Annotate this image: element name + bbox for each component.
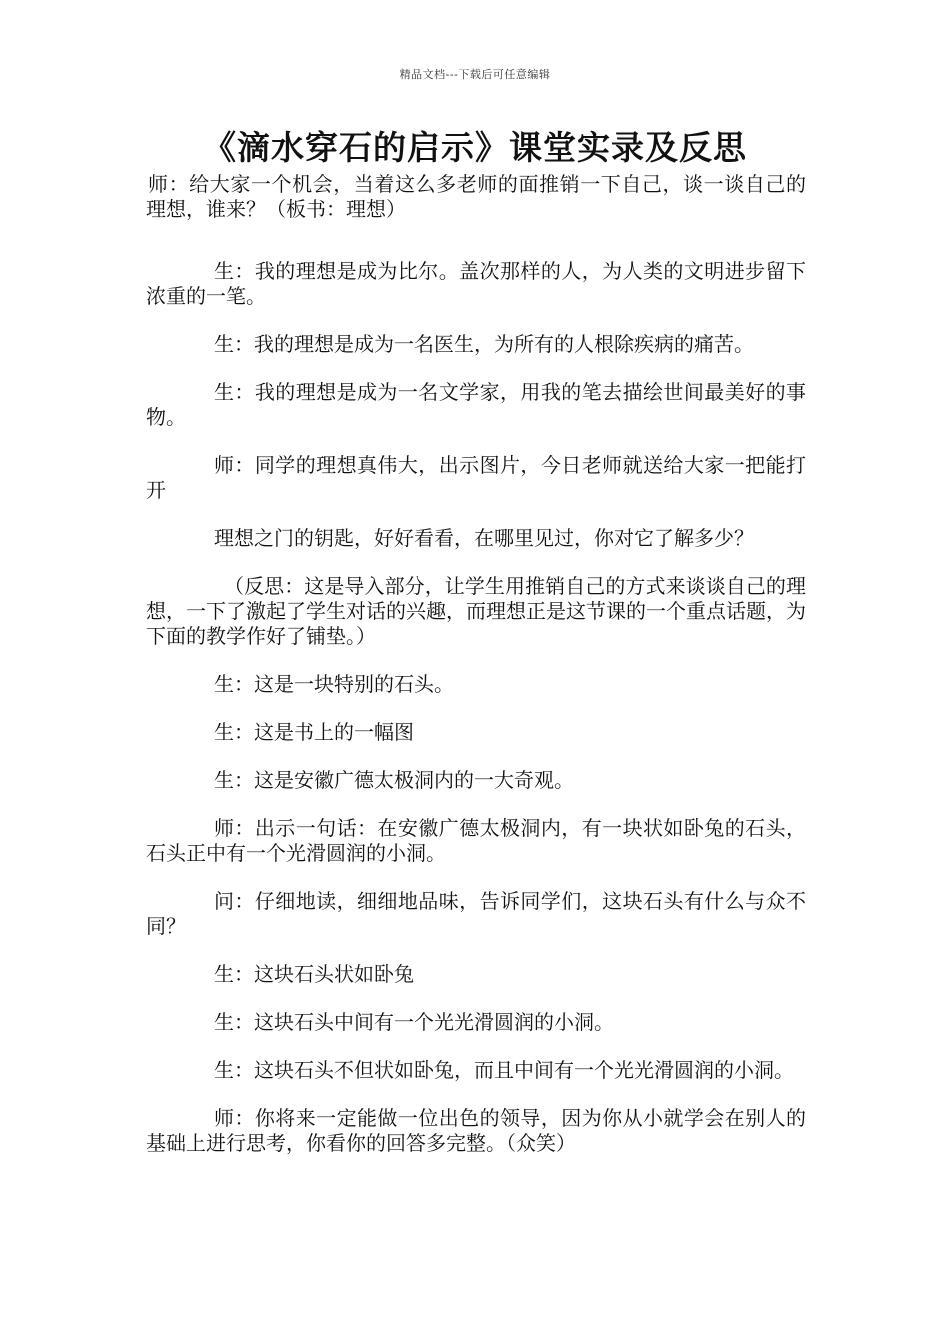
paragraph: 生：这块石头不但状如卧兔，而且中间有一个光光滑圆润的小洞。 bbox=[214, 1058, 794, 1082]
paragraph: 生：这块石头中间有一个光光滑圆润的小洞。 bbox=[214, 1010, 614, 1034]
paragraph: 生：我的理想是成为比尔。盖次那样的人，为人类的文明进步留下浓重的一笔。 bbox=[146, 259, 806, 308]
paragraph: 生：这是安徽广德太极洞内的一大奇观。 bbox=[214, 768, 574, 792]
paragraph: 生：这是一块特别的石头。 bbox=[214, 672, 454, 696]
paragraph: 师：给大家一个机会，当着这么多老师的面推销一下自己，谈一谈自己的理想，谁来？（板书：理想） bbox=[146, 172, 806, 221]
paragraph: 问：仔细地读，细细地品味，告诉同学们，这块石头有什么与众不同？ bbox=[146, 889, 806, 938]
paragraph: 生：我的理想是成为一名文学家，用我的笔去描绘世间最美好的事物。 bbox=[146, 380, 806, 429]
paragraph: 师：你将来一定能做一位出色的领导，因为你从小就学会在别人的基础上进行思考，你看你的回答多完整。（众笑） bbox=[146, 1106, 806, 1155]
paragraph: 生：这是书上的一幅图 bbox=[214, 720, 414, 744]
paragraph: 生：我的理想是成为一名医生，为所有的人根除疾病的痛苦。 bbox=[214, 332, 754, 356]
header-note: 精品文档---下载后可任意编辑 bbox=[399, 68, 551, 81]
paragraph: 师：同学的理想真伟大，出示图片，今日老师就送给大家一把能打开 bbox=[146, 453, 806, 502]
document-body bbox=[146, 172, 806, 1179]
paragraph: 生：这块石头状如卧兔 bbox=[214, 962, 414, 986]
paragraph: 师：出示一句话：在安徽广德太极洞内，有一块状如卧兔的石头，石头正中有一个光滑圆润的小洞。 bbox=[146, 816, 806, 865]
paragraph: 理想之门的钥匙，好好看看，在哪里见过，你对它了解多少？ bbox=[214, 526, 754, 550]
document-title: 《滴水穿石的启示》课堂实录及反思 bbox=[203, 128, 747, 167]
reflection-paragraph: （反思：这是导入部分，让学生用推销自己的方式来谈谈自己的理想，一下了激起了学生对话的兴趣，而理想正是这节课的一个重点话题，为下面的教学作好了铺垫。） bbox=[146, 574, 806, 648]
